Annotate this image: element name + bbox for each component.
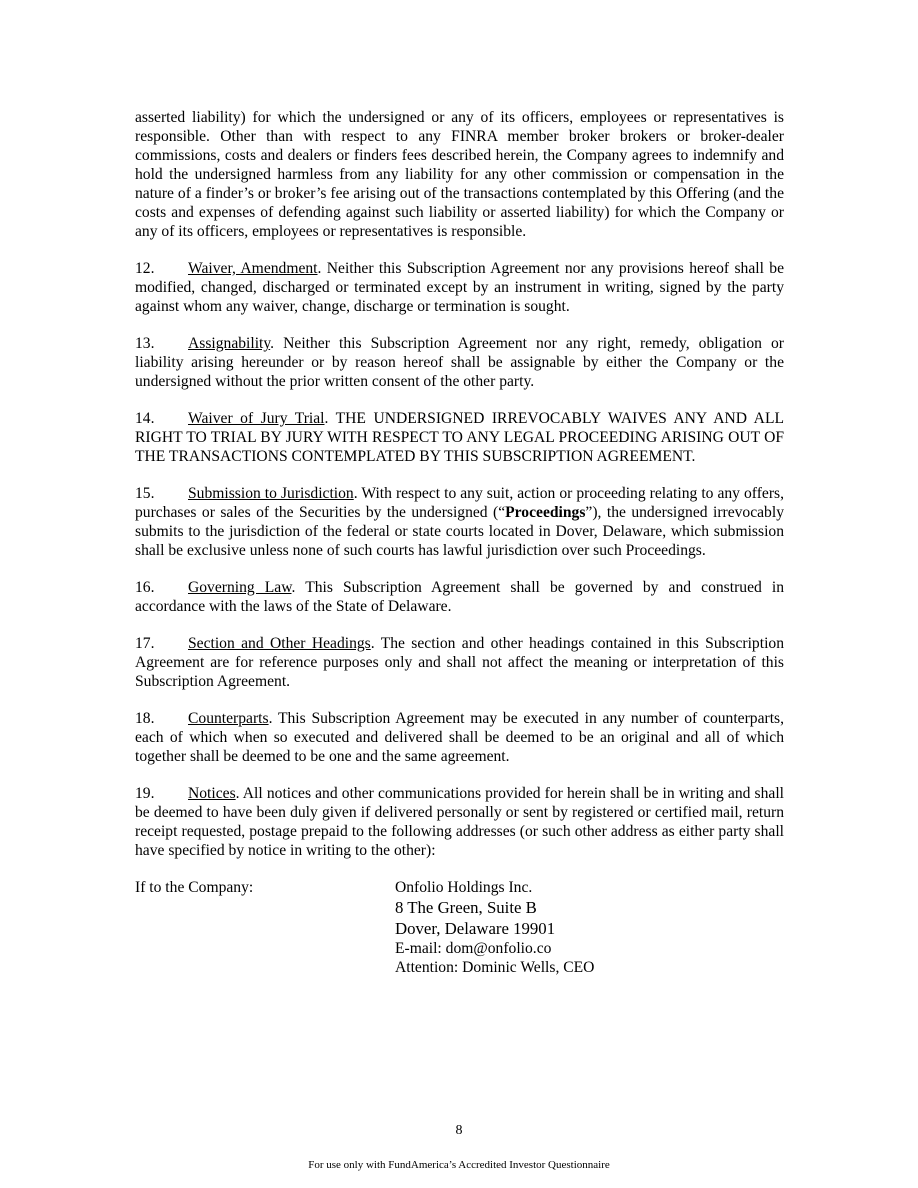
section-number: 19. (135, 785, 155, 802)
address-city-state-zip: Dover, Delaware 19901 (395, 919, 556, 938)
section-number: 18. (135, 710, 155, 727)
address-email: E-mail: dom@onfolio.co (395, 940, 552, 957)
address-attention: Attention: Dominic Wells, CEO (395, 959, 595, 976)
section-number: 13. (135, 335, 155, 352)
intro-paragraph: asserted liability) for which the undersigned or any of its officers, employees or representatives is responsible. Other than with respect to any FINRA member broker brokers or broker-dealer commissions, costs and dealers or finders fees described herein, the Company agrees to indemnify and hold the undersigned harmless from any liability for any other commission or compensation in the nature of a finder’s or broker’s fee arising out of the transactions contemplated by this Offering (and the costs and expenses of defending against such liability or asserted liability) for which the Company or any of its officers, employees or representatives is responsible. (135, 109, 784, 240)
section-number: 15. (135, 485, 155, 502)
address-company-name: Onfolio Holdings Inc. (395, 879, 533, 896)
section-number: 14. (135, 410, 155, 427)
section-title: Waiver, Amendment (188, 260, 318, 277)
section-body: . Neither this Subscription Agreement nor any provisions hereof shall be modified, changed, discharged or terminated except by an instrument in writing, signed by the party against whom any waiver, change, discharge or termination is sought. (135, 260, 784, 315)
address-street: 8 The Green, Suite B (395, 898, 537, 917)
section-13 (135, 334, 784, 391)
section-body: . All notices and other communications provided for herein shall be in writing and shall be deemed to have been duly given if delivered personally or sent by registered or certified mail, return receipt requested, postage prepaid to the following addresses (or such other address as either party shall have specified by notice in writing to the other): (135, 785, 784, 859)
section-body: . THE UNDERSIGNED IRREVOCABLY WAIVES ANY AND ALL RIGHT TO TRIAL BY JURY WITH RESPECT TO ANY LEGAL PROCEEDING ARISING OUT OF THE TRANSACTIONS CONTEMPLATED BY THIS SUBSCRIPTION AGREEMENT. (135, 410, 784, 465)
section-18 (135, 709, 784, 766)
company-address-block (135, 878, 784, 988)
section-19 (135, 784, 784, 860)
section-body: . Neither this Subscription Agreement nor any right, remedy, obligation or liability arising hereunder or by reason hereof shall be assignable by either the Company or the undersigned without the prior written consent of the other party. (135, 335, 784, 390)
section-17 (135, 634, 784, 691)
address-label: If to the Company: (135, 879, 254, 896)
section-title: Counterparts (188, 710, 269, 727)
document-page (135, 108, 784, 988)
section-body: . This Subscription Agreement may be executed in any number of counterparts, each of which when so executed and delivered shall be deemed to be an original and all of which together shall be deemed to be one and the same agreement. (135, 710, 784, 765)
section-14 (135, 409, 784, 466)
section-title: Governing Law (188, 579, 292, 596)
section-title: Waiver of Jury Trial (188, 410, 325, 427)
page-number: 8 (455, 1123, 463, 1138)
section-body-before: . With respect to any suit, action or proceeding relating to any offers, purchases or sales of the Securities by the undersigned (“ (135, 485, 784, 521)
section-12 (135, 259, 784, 316)
section-15 (135, 484, 784, 560)
section-16 (135, 578, 784, 616)
section-body: . The section and other headings contained in this Subscription Agreement are for reference purposes only and shall not affect the meaning or interpretation of this Subscription Agreement. (135, 635, 784, 690)
page-footer: For use only with FundAmerica’s Accredited Investor Questionnaire (308, 1159, 610, 1171)
section-number: 12. (135, 260, 155, 277)
section-number: 17. (135, 635, 155, 652)
section-number: 16. (135, 579, 155, 596)
section-title: Submission to Jurisdiction (188, 485, 354, 502)
section-body-after: ”), the undersigned irrevocably submits to the jurisdiction of the federal or state courts located in Dover, Delaware, which submission shall be exclusive unless none of such courts has lawful jurisdiction over such Proceedings. (135, 504, 784, 559)
section-body: . This Subscription Agreement shall be governed by and construed in accordance with the laws of the State of Delaware. (135, 579, 784, 615)
section-body-defined-term: Proceedings (505, 504, 586, 521)
section-title: Notices (188, 785, 236, 802)
section-title: Assignability (188, 335, 271, 352)
section-title: Section and Other Headings (188, 635, 371, 652)
address-lines (395, 878, 594, 977)
